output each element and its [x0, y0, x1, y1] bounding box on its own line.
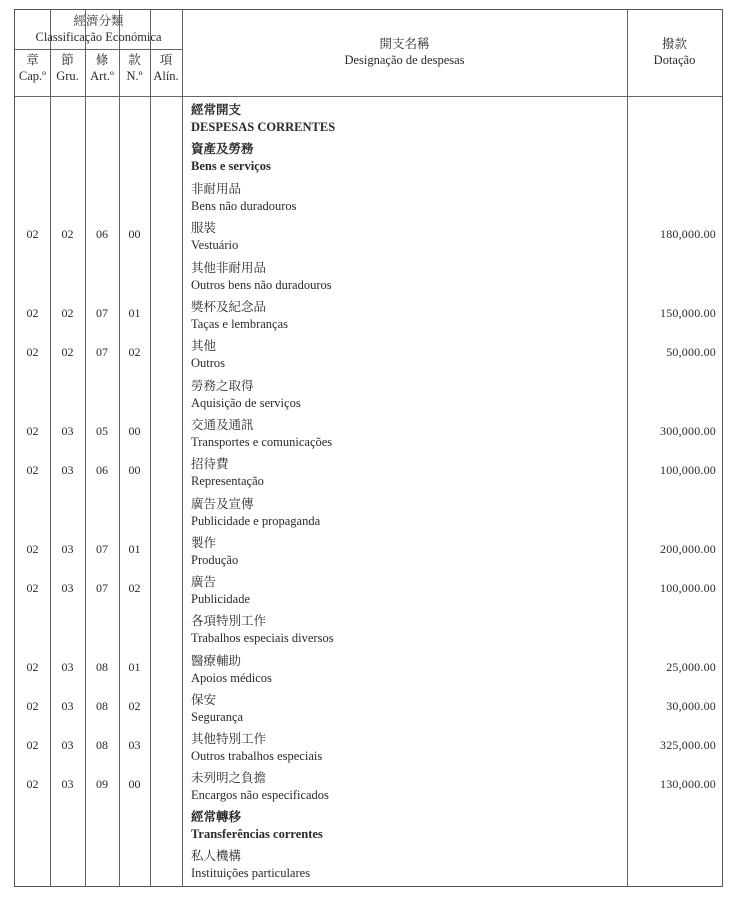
designation-pt: Outros trabalhos especiais: [191, 749, 323, 763]
code-gru: 03: [61, 463, 74, 477]
designation-zh: 其他非耐用品: [191, 261, 267, 275]
dotation-amount: 180,000.00: [660, 227, 716, 241]
table-row: [15, 496, 722, 536]
table-row: [15, 770, 722, 810]
table-row: [15, 102, 722, 142]
designation-zh: 廣告: [191, 575, 217, 589]
dotation-amount: 150,000.00: [660, 306, 716, 320]
table-row: [15, 848, 722, 888]
art-header: [85, 52, 119, 84]
header-divider: [15, 96, 722, 97]
cap-header-pt: Cap.º: [18, 69, 47, 83]
expense-designation: [191, 378, 621, 412]
designation-pt: Bens e serviços: [191, 159, 271, 173]
table-row: [15, 574, 722, 614]
code-art: 07: [96, 581, 108, 595]
code-cap: 02: [26, 699, 39, 713]
econ-header-zh: 經濟分類: [73, 14, 124, 28]
code-cap: 02: [26, 660, 39, 674]
expense-designation: [191, 141, 621, 175]
code-cap: 02: [26, 463, 39, 477]
designation-zh: 服裝: [191, 221, 217, 235]
cap-header: [15, 52, 50, 84]
expense-designation: [191, 456, 621, 490]
designation-pt: Vestuário: [191, 238, 239, 252]
code-num: 01: [128, 542, 141, 556]
expense-designation: [191, 299, 621, 333]
designation-zh: 其他: [191, 339, 217, 353]
table-row: [15, 299, 722, 339]
num-header-pt: N.º: [126, 69, 143, 83]
code-art: 07: [96, 306, 108, 320]
designation-pt: Segurança: [191, 710, 244, 724]
designation-pt: DESPESAS CORRENTES: [191, 120, 336, 134]
code-art: 08: [96, 660, 108, 674]
table-row: [15, 220, 722, 260]
expense-designation: [191, 338, 621, 372]
expense-designation: [191, 574, 621, 608]
alin-header-pt: Alín.: [153, 69, 179, 83]
code-num: 01: [128, 306, 141, 320]
code-gru: 03: [61, 777, 74, 791]
expense-designation: [191, 535, 621, 569]
code-cap: 02: [26, 738, 39, 752]
budget-table: [14, 9, 723, 887]
designation-pt: Transferências correntes: [191, 827, 323, 841]
code-gru: 02: [61, 227, 74, 241]
code-num: 00: [128, 227, 141, 241]
code-art: 08: [96, 738, 108, 752]
expense-designation: [191, 653, 621, 687]
code-num: 01: [128, 660, 141, 674]
table-row: [15, 338, 722, 378]
alin-header: [150, 52, 182, 84]
designation-zh: 獎杯及紀念品: [191, 300, 267, 314]
econ-classification-header: [15, 13, 182, 45]
code-num: 03: [128, 738, 141, 752]
designation-header-zh: 開支名稱: [379, 37, 430, 51]
designation-pt: Apoios médicos: [191, 671, 272, 685]
designation-zh: 非耐用品: [191, 182, 242, 196]
designation-pt: Publicidade e propaganda: [191, 514, 321, 528]
table-row: [15, 809, 722, 849]
code-art: 06: [96, 463, 108, 477]
gru-header: [50, 52, 85, 84]
code-art: 05: [96, 424, 108, 438]
designation-zh: 其他特別工作: [191, 732, 267, 746]
designation-zh: 未列明之負擔: [191, 771, 267, 785]
code-art: 06: [96, 227, 108, 241]
table-row: [15, 456, 722, 496]
code-gru: 03: [61, 424, 74, 438]
code-art: 07: [96, 542, 108, 556]
dotation-amount: 325,000.00: [660, 738, 716, 752]
expense-designation: [191, 181, 621, 215]
code-gru: 03: [61, 660, 74, 674]
table-row: [15, 260, 722, 300]
code-cap: 02: [26, 345, 39, 359]
dotation-amount: 25,000.00: [666, 660, 716, 674]
designation-zh: 資產及勞務: [191, 142, 254, 156]
designation-zh: 醫療輔助: [191, 654, 242, 668]
designation-pt: Bens não duradouros: [191, 199, 297, 213]
table-row: [15, 378, 722, 418]
art-header-pt: Art.º: [90, 69, 114, 83]
code-gru: 03: [61, 738, 74, 752]
code-cap: 02: [26, 581, 39, 595]
designation-header: [182, 36, 627, 68]
designation-zh: 私人機構: [191, 849, 242, 863]
cap-header-zh: 章: [26, 53, 39, 67]
table-row: [15, 141, 722, 181]
designation-zh: 廣告及宣傳: [191, 497, 254, 511]
designation-pt: Trabalhos especiais diversos: [191, 631, 334, 645]
expense-designation: [191, 417, 621, 451]
gru-header-zh: 節: [61, 53, 74, 67]
designation-zh: 勞務之取得: [191, 379, 254, 393]
designation-zh: 招待費: [191, 457, 229, 471]
designation-zh: 經常開支: [191, 103, 242, 117]
designation-zh: 經常轉移: [191, 810, 242, 824]
econ-header-pt: Classificação Económica: [35, 30, 162, 44]
code-gru: 02: [61, 345, 74, 359]
header-subdivider: [15, 49, 182, 50]
code-cap: 02: [26, 542, 39, 556]
designation-pt: Encargos não especificados: [191, 788, 329, 802]
code-gru: 03: [61, 542, 74, 556]
designation-pt: Transportes e comunicações: [191, 435, 333, 449]
dotation-header-zh: 撥款: [661, 37, 687, 51]
expense-designation: [191, 809, 621, 843]
designation-zh: 製作: [191, 536, 217, 550]
designation-zh: 交通及通訊: [191, 418, 254, 432]
expense-designation: [191, 692, 621, 726]
designation-pt: Taças e lembranças: [191, 317, 288, 331]
code-num: 00: [128, 463, 141, 477]
dotation-amount: 100,000.00: [660, 463, 716, 477]
expense-designation: [191, 102, 621, 136]
code-art: 09: [96, 777, 108, 791]
dotation-amount: 30,000.00: [666, 699, 716, 713]
expense-designation: [191, 220, 621, 254]
designation-pt: Aquisição de serviços: [191, 396, 301, 410]
code-gru: 02: [61, 306, 74, 320]
designation-pt: Produção: [191, 553, 239, 567]
designation-pt: Instituições particulares: [191, 866, 311, 880]
table-row: [15, 181, 722, 221]
dotation-header-pt: Dotação: [653, 53, 696, 67]
expense-designation: [191, 770, 621, 804]
alin-header-zh: 項: [159, 53, 173, 67]
table-row: [15, 535, 722, 575]
code-num: 02: [128, 581, 141, 595]
designation-zh: 保安: [191, 693, 217, 707]
table-row: [15, 417, 722, 457]
designation-header-pt: Designação de despesas: [344, 53, 465, 67]
table-row: [15, 731, 722, 771]
designation-pt: Publicidade: [191, 592, 251, 606]
table-row: [15, 692, 722, 732]
num-header: [119, 52, 150, 84]
designation-pt: Outros: [191, 356, 226, 370]
code-num: 00: [128, 777, 141, 791]
table-row: [15, 653, 722, 693]
code-cap: 02: [26, 777, 39, 791]
code-num: 02: [128, 345, 141, 359]
code-num: 00: [128, 424, 141, 438]
code-num: 02: [128, 699, 141, 713]
dotation-amount: 50,000.00: [666, 345, 716, 359]
code-cap: 02: [26, 424, 39, 438]
dotation-amount: 200,000.00: [660, 542, 716, 556]
code-gru: 03: [61, 581, 74, 595]
table-row: [15, 613, 722, 653]
expense-designation: [191, 260, 621, 294]
art-header-zh: 條: [95, 53, 109, 67]
code-gru: 03: [61, 699, 74, 713]
designation-pt: Representação: [191, 474, 264, 488]
dotation-amount: 300,000.00: [660, 424, 716, 438]
code-art: 08: [96, 699, 108, 713]
dotation-amount: 130,000.00: [660, 777, 716, 791]
num-header-zh: 款: [128, 53, 141, 67]
code-cap: 02: [26, 306, 39, 320]
expense-designation: [191, 613, 621, 647]
designation-pt: Outros bens não duradouros: [191, 278, 332, 292]
designation-zh: 各項特別工作: [191, 614, 267, 628]
expense-designation: [191, 848, 621, 882]
dotation-amount: 100,000.00: [660, 581, 716, 595]
expense-designation: [191, 496, 621, 530]
expense-designation: [191, 731, 621, 765]
dotation-header: [627, 36, 722, 68]
code-cap: 02: [26, 227, 39, 241]
code-art: 07: [96, 345, 108, 359]
gru-header-pt: Gru.: [56, 69, 79, 83]
